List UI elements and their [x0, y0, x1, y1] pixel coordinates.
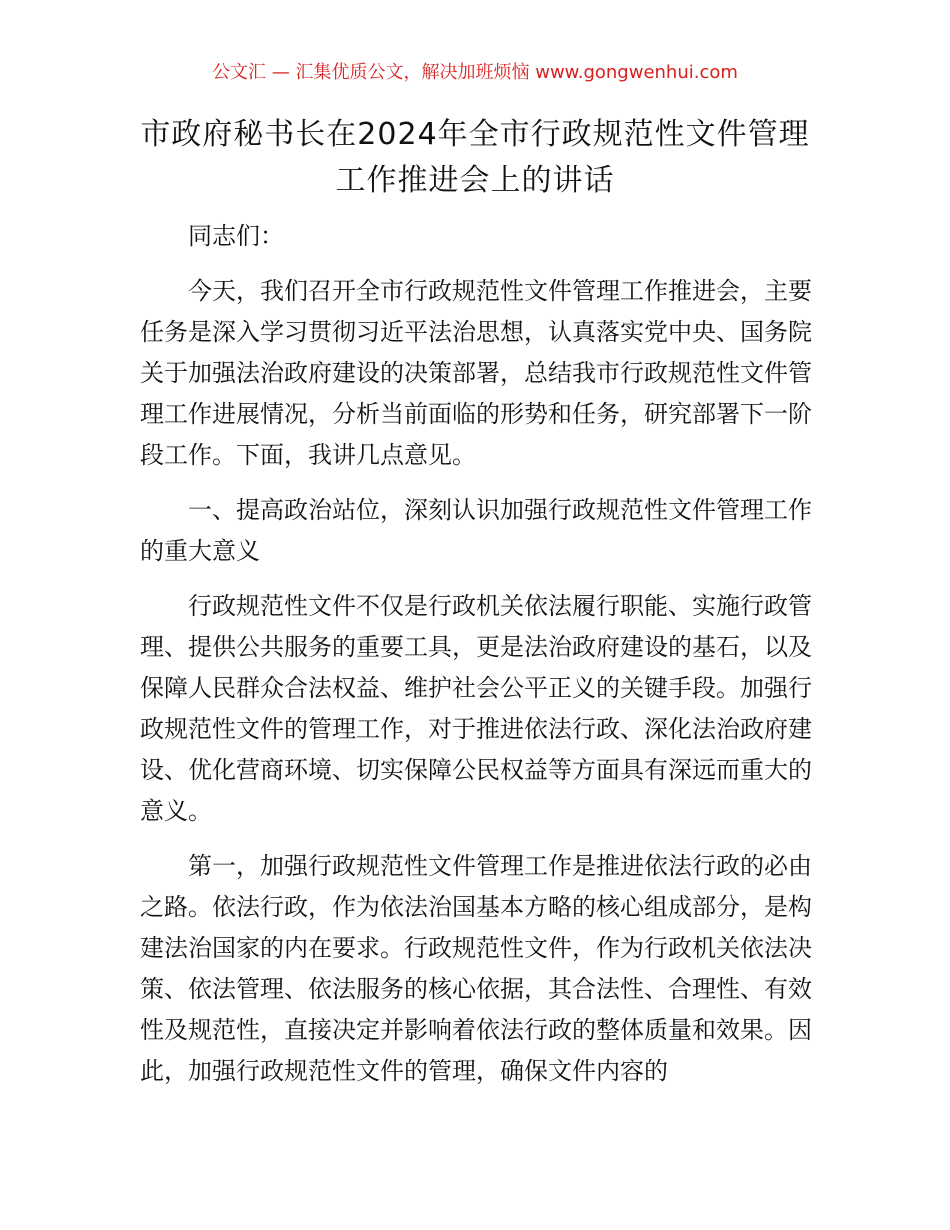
body-paragraph: 行政规范性文件不仅是行政机关依法履行职能、实施行政管理、提供公共服务的重要工具，更是法治政府建设的基石，以及保障人民群众合法权益、维护社会公平正义的关键手段。加强行政规范性文件的管理工作，对于推进依法行政、深化法治政府建设、优化营商环境、切实保障公民权益等方面具有深远而重大的意义。	[140, 592, 812, 825]
intro-paragraph: 今天，我们召开全市行政规范性文件管理工作推进会，主要任务是深入学习贯彻习近平法治思想，认真落实党中央、国务院关于加强法治政府建设的决策部署，总结我市行政规范性文件管理工作进展情况，分析当前面临的形势和任务，研究部署下一阶段工作。下面，我讲几点意见。	[140, 277, 812, 469]
document-body	[140, 216, 812, 1106]
header-watermark: 公文汇 — 汇集优质公文，解决加班烦恼 www.gongwenhui.com	[212, 62, 738, 83]
body-paragraph: 第一，加强行政规范性文件管理工作是推进依法行政的必由之路。依法行政，作为依法治国基本方略的核心组成部分，是构建法治国家的内在要求。行政规范性文件，作为行政机关依法决策、依法管理、依法服务的核心依据，其合法性、合理性、有效性及规范性，直接决定并影响着依法行政的整体质量和效果。因此，加强行政规范性文件的管理，确保文件内容的	[140, 852, 812, 1085]
greeting-paragraph: 同志们：	[188, 222, 284, 250]
document-title: 市政府秘书长在2024年全市行政规范性文件管理工作推进会上的讲话	[140, 117, 810, 198]
section-heading: 一、提高政治站位，深刻认识加强行政规范性文件管理工作的重大意义	[140, 496, 812, 565]
